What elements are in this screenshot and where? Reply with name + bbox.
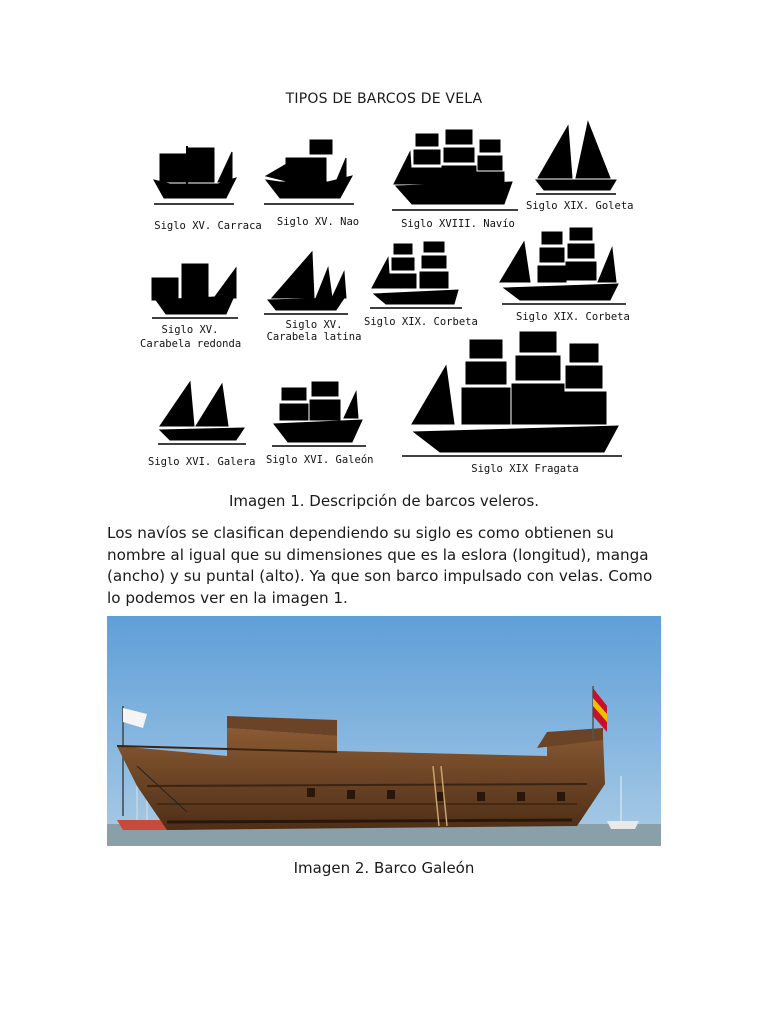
- label-corbeta-right: Siglo XIX. Corbeta: [516, 311, 630, 323]
- fragata-silhouette: [402, 332, 622, 456]
- body-paragraph: Los navíos se clasifican dependiendo su siglo es como obtienen su nombre al igual que su dimensiones que es la eslora (longitud), manga (ancho) y su puntal (alto). Ya que son barco impulsado con velas. Como lo podemos ver en la imagen 1.: [107, 524, 653, 607]
- label-fragata: Siglo XIX Fragata: [471, 463, 579, 475]
- corbeta-left-silhouette: [370, 242, 462, 308]
- label-carabela-redonda-2: Carabela redonda: [140, 338, 242, 350]
- galera-silhouette: [158, 382, 246, 444]
- galleon-photo-drawing: [107, 616, 661, 846]
- label-carabela-latina-1: Siglo XV.: [285, 319, 343, 331]
- label-nao: Siglo XV. Nao: [276, 216, 360, 228]
- ship-silhouettes: [140, 118, 634, 483]
- galeon-silhouette: [272, 382, 366, 446]
- label-navio: Siglo XVIII. Navío: [401, 218, 515, 230]
- carabela-redonda-silhouette: [152, 264, 238, 318]
- navio-silhouette: [392, 130, 518, 210]
- nao-silhouette: [264, 140, 354, 204]
- page-title: TIPOS DE BARCOS DE VELA: [285, 91, 483, 107]
- carraca-silhouette: [154, 146, 236, 204]
- label-corbeta-left: Siglo XIX. Corbeta: [364, 316, 478, 328]
- galleon-photo: [107, 616, 661, 846]
- label-carabela-latina-2: Carabela latina: [266, 331, 362, 343]
- label-galera: Siglo XVI. Galera: [148, 456, 256, 468]
- ship-types-figure: [140, 118, 634, 483]
- label-carraca: Siglo XV. Carraca: [154, 220, 262, 232]
- figure2-caption: Imagen 2. Barco Galeón: [293, 859, 475, 877]
- label-goleta: Siglo XIX. Goleta: [526, 200, 634, 212]
- carabela-latina-silhouette: [264, 252, 348, 314]
- label-galeon: Siglo XVI. Galeón: [266, 454, 374, 466]
- corbeta-right-silhouette: [500, 228, 626, 304]
- label-carabela-redonda-1: Siglo XV.: [161, 324, 219, 336]
- figure1-caption: Imagen 1. Descripción de barcos veleros.: [228, 492, 540, 510]
- goleta-silhouette: [536, 122, 616, 194]
